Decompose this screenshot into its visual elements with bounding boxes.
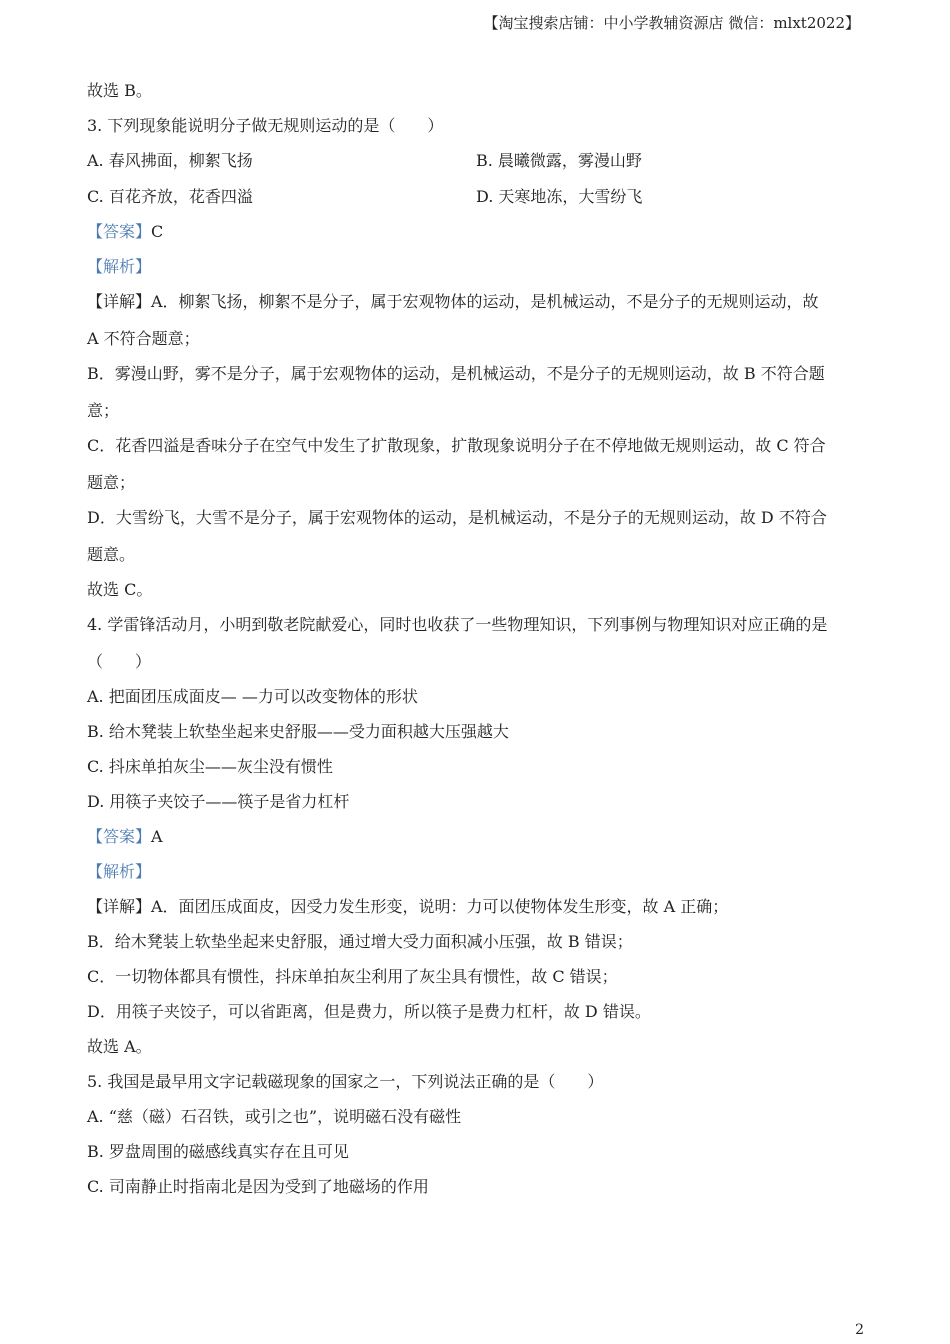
q4-stem-cont: （ ） [87,652,152,671]
q4-detail-line: C．一切物体都具有惯性，抖床单拍灰尘利用了灰尘具有惯性，故 C 错误； [87,967,618,986]
q4-option-c: C. 抖床单拍灰尘——灰尘没有惯性 [87,757,333,776]
q3-answer [87,221,163,243]
q4-detail-line: D．用筷子夹饺子，可以省距离，但是费力，所以筷子是费力杠杆，故 D 错误。 [87,1002,651,1021]
q4-stem: 4. 学雷锋活动月，小明到敬老院献爱心，同时也收获了一些物理知识，下列事例与物理知识对应正确的是 [87,615,828,634]
q3-detail-line: D．大雪纷飞，大雪不是分子，属于宏观物体的运动，是机械运动，不是分子的无规则运动，故 D 不符合 [87,508,827,527]
q4-answer-tag: 【答案】 [87,827,152,846]
q5-stem: 5. 我国是最早用文字记载磁现象的国家之一，下列说法正确的是（ ） [87,1072,604,1091]
q3-detail-line: 意； [87,401,120,420]
q3-detail-line: 题意； [87,473,136,492]
q4-answer [87,826,163,848]
page-number: 2 [855,1322,864,1338]
q3-answer-value: C [151,222,164,241]
q3-option-a: A. 春风拂面，柳絮飞扬 [87,151,253,170]
q3-analysis-tag: 【解析】 [87,257,152,276]
q4-conclusion: 故选 A。 [87,1037,152,1056]
q3-option-d: D. 天寒地冻，大雪纷飞 [476,187,643,206]
q3-option-b: B. 晨曦微露，雾漫山野 [476,151,642,170]
q4-detail-line: B．给木凳装上软垫坐起来史舒服，通过增大受力面积减小压强，故 B 错误； [87,932,633,951]
q4-option-a: A. 把面团压成面皮— —力可以改变物体的形状 [87,687,418,706]
q3-detail-line: 【详解】A．柳絮飞扬，柳絮不是分子，属于宏观物体的运动，是机械运动，不是分子的无规则运动，故 [87,292,819,311]
q4-detail-line: 【详解】A．面团压成面皮，因受力发生形变，说明：力可以使物体发生形变，故 A 正确； [87,897,729,916]
q5-option-b: B. 罗盘周围的磁感线真实存在且可见 [87,1142,349,1161]
q3-answer-tag: 【答案】 [87,222,152,241]
q4-answer-value: A [151,827,163,846]
q3-detail-line: B．雾漫山野，雾不是分子，属于宏观物体的运动，是机械运动，不是分子的无规则运动，故 B 不符合题 [87,364,825,383]
page-header: 【淘宝搜索店铺：中小学教辅资源店 微信：mlxt2022】 [483,14,860,32]
q4-option-b: B. 给木凳装上软垫坐起来史舒服——受力面积越大压强越大 [87,722,509,741]
q5-option-a: A. “慈（磁）石召铁，或引之也”，说明磁石没有磁性 [87,1107,462,1126]
q3-conclusion: 故选 C。 [87,580,153,599]
q3-option-c: C. 百花齐放，花香四溢 [87,187,253,206]
q3-detail-line: A 不符合题意； [87,329,200,348]
q4-analysis-tag: 【解析】 [87,862,152,881]
q2-conclusion: 故选 B。 [87,81,152,100]
q5-option-c: C. 司南静止时指南北是因为受到了地磁场的作用 [87,1177,429,1196]
q4-option-d: D. 用筷子夹饺子——筷子是省力杠杆 [87,792,350,811]
q3-detail-line: C．花香四溢是香味分子在空气中发生了扩散现象，扩散现象说明分子在不停地做无规则运动，故 C 符合 [87,436,826,455]
q3-stem: 3. 下列现象能说明分子做无规则运动的是（ ） [87,116,444,135]
q3-detail-line: 题意。 [87,545,136,564]
